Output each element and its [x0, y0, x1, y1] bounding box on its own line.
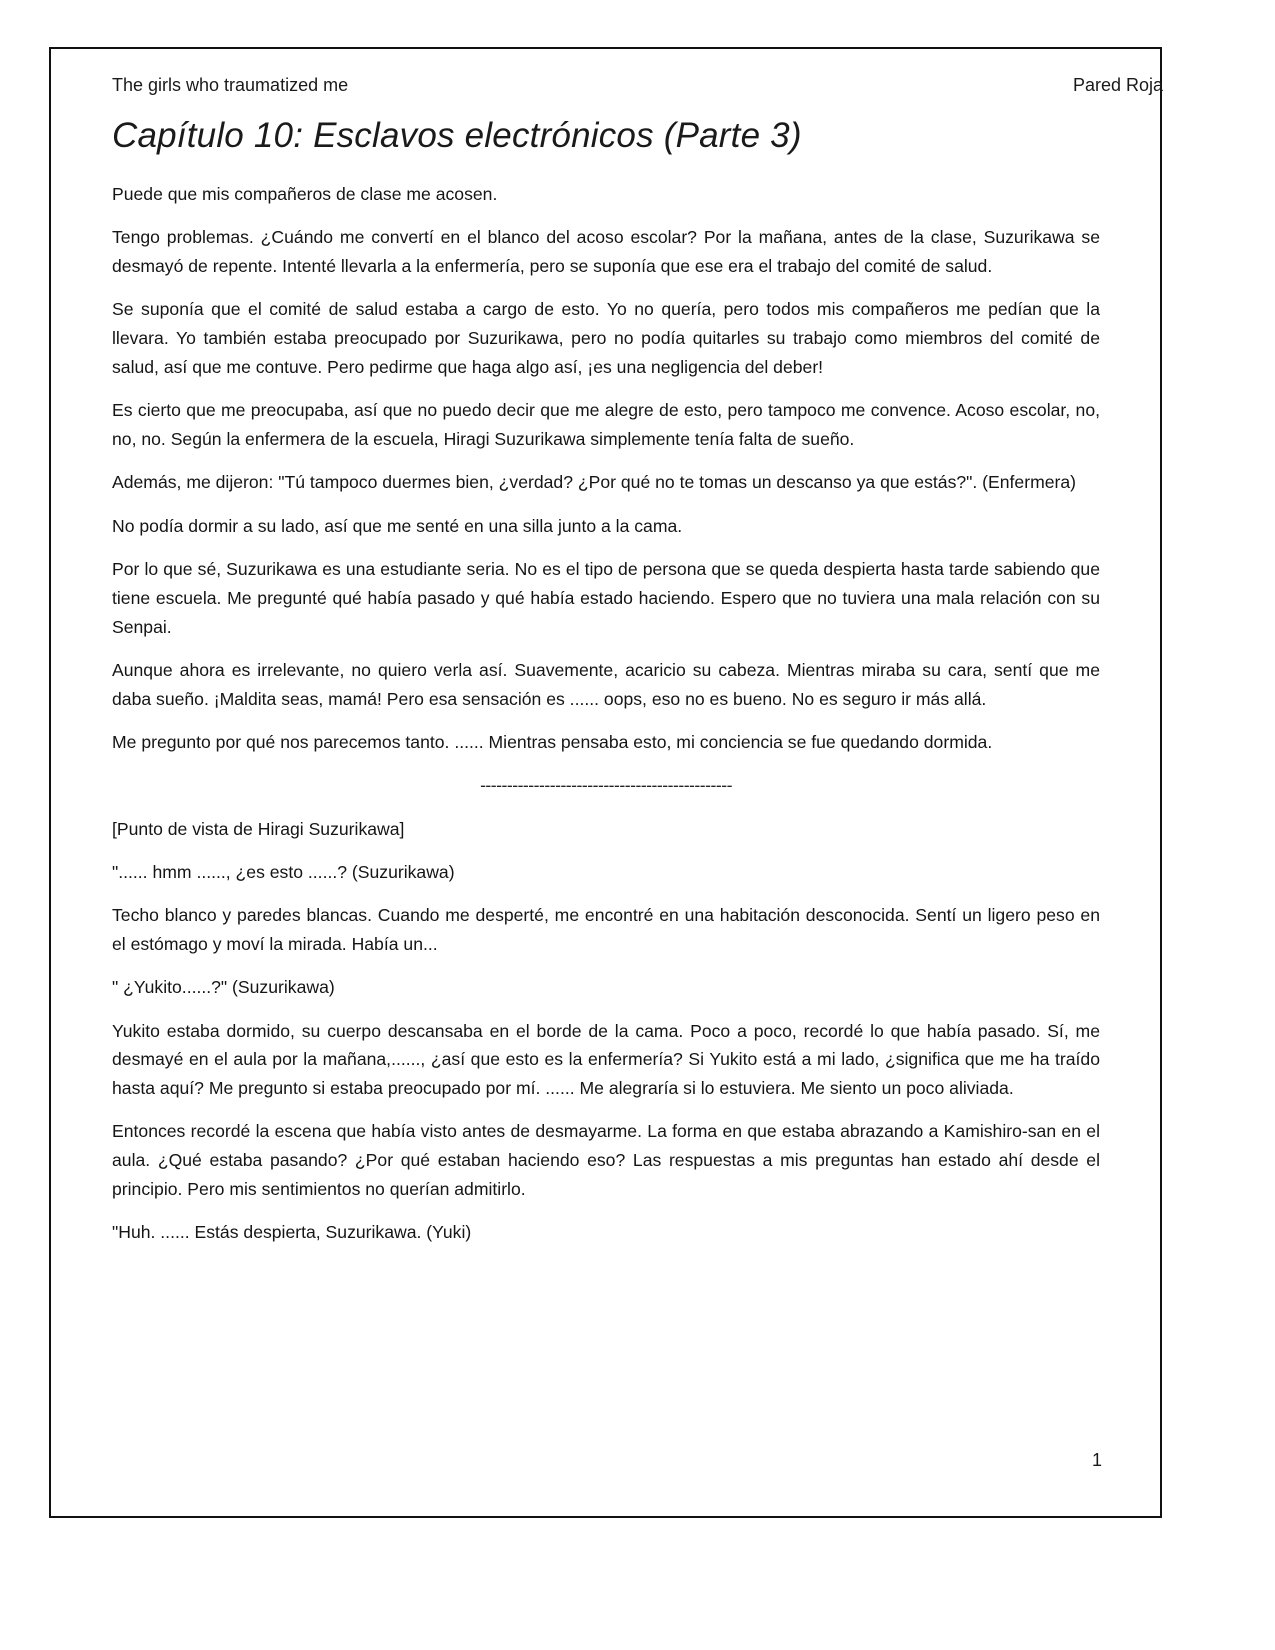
paragraph: Techo blanco y paredes blancas. Cuando me desperté, me encontré en una habitación desconocida. Sentí un ligero peso en el estómago y moví la mirada. Había un... [112, 905, 1100, 954]
dialogue-line: " ¿Yukito......?" (Suzurikawa) [112, 977, 335, 998]
paragraph: Entonces recordé la escena que había visto antes de desmayarme. La forma en que estaba abrazando a Kamishiro-san en el aula. ¿Qué estaba pasando? ¿Por qué estaban haciendo eso? Las respuestas a mis preguntas han estado ahí desde el principio. Pero mis sentimientos no querían admitirlo. [112, 1121, 1100, 1200]
page-number: 1 [1091, 1450, 1102, 1470]
paragraph: Por lo que sé, Suzurikawa es una estudiante seria. No es el tipo de persona que se queda despierta hasta tarde sabiendo que tiene escuela. Me pregunté qué había pasado y qué había estado haciendo. Espero que no tuviera una mala relación con su Senpai. [112, 558, 1100, 637]
paragraph: Además, me dijeron: "Tú tampoco duermes bien, ¿verdad? ¿Por qué no te tomas un descanso ya que estás?". (Enfermera) [112, 472, 1077, 493]
paragraph: Tengo problemas. ¿Cuándo me convertí en el blanco del acoso escolar? Por la mañana, antes de la clase, Suzurikawa se desmayó de repente. Intenté llevarla a la enfermería, pero se suponía que ese era el trabajo del comité de salud. [112, 227, 1100, 277]
dialogue-line: "...... hmm ......, ¿es esto ......? (Suzurikawa) [112, 861, 455, 882]
paragraph: Se suponía que el comité de salud estaba a cargo de esto. Yo no quería, pero todos mis compañeros me pedían que la llevara. Yo también estaba preocupado por Suzurikawa, pero no podía quitarles su trabajo como miembros del comité de salud, así que me contuve. Pero pedirme que haga algo así, ¡es una negligencia del deber! [112, 299, 1100, 377]
author-name: Pared Roja [1072, 75, 1163, 95]
paragraph: Puede que mis compañeros de clase me acosen. [112, 184, 498, 204]
book-title: The girls who traumatized me [112, 75, 349, 95]
paragraph: Me pregunto por qué nos parecemos tanto. ...... Mientras pensaba esto, mi conciencia se fue quedando dormida. [112, 731, 993, 752]
paragraph: Yukito estaba dormido, su cuerpo descansaba en el borde de la cama. Poco a poco, recordé lo que había pasado. Sí, me desmayé en el aula por la mañana,......, ¿así que esto es la enfermería? Si Yukito está a mi lado, ¿significa que me ha traído hasta aquí? Me pregunto si estaba preocupado por mí. ...... Me alegraría si lo estuviera. Me siento un poco aliviada. [112, 1020, 1100, 1099]
chapter-title: Capítulo 10: Esclavos electrónicos (Parte 3) [112, 116, 802, 155]
section-separator: ----------------------------------------------- [480, 775, 732, 796]
page-header [112, 74, 1163, 98]
paragraph: Es cierto que me preocupaba, así que no puedo decir que me alegre de esto, pero tampoco me convence. Acoso escolar, no, no, no. Según la enfermera de la escuela, Hiragi Suzurikawa simplemente tenía falta de sueño. [112, 400, 1100, 450]
paragraph: No podía dormir a su lado, así que me senté en una silla junto a la cama. [112, 515, 683, 536]
document-body [112, 180, 1100, 1262]
paragraph: Aunque ahora es irrelevante, no quiero verla así. Suavemente, acaricio su cabeza. Mientras miraba su cara, sentí que me daba sueño. ¡Maldita seas, mamá! Pero esa sensación es ...... oops, eso no es bueno. No es seguro ir más allá. [112, 659, 1100, 709]
pov-heading: [Punto de vista de Hiragi Suzurikawa] [112, 818, 405, 839]
dialogue-line: "Huh. ...... Estás despierta, Suzurikawa. (Yuki) [112, 1222, 472, 1243]
